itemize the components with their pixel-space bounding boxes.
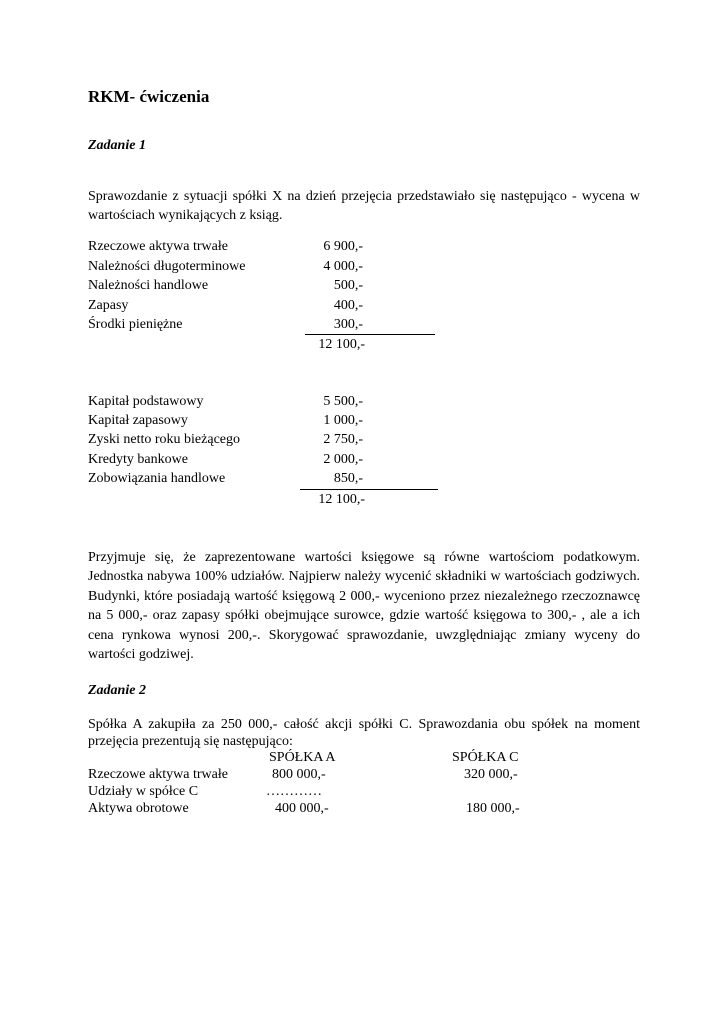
column-header-a: SPÓŁKA A [269,750,336,765]
assets-total: 12 100,- [318,337,365,352]
task1-intro: Sprawozdanie z sytuacji spółki X na dzień przejęcia przedstawiało się następująco - wycena w wartościach wynikających z ksiąg. [88,189,640,224]
task1-heading: Zadanie 1 [88,138,146,153]
page-title: RKM- ćwiczenia [88,87,210,106]
row-value-c: 320 000,- [464,767,518,782]
liability-label: Kapitał podstawowy [88,394,204,409]
task2-intro: Spółka A zakupiła za 250 000,- całość akcji spółki C. Sprawozdania obu spółek na moment przejęcia prezentują się następująco: [88,717,640,749]
asset-label: Należności handlowe [88,278,209,293]
row-label: Rzeczowe aktywa trwałe [88,767,228,782]
task2-heading: Zadanie 2 [88,683,146,698]
asset-label: Należności długoterminowe [88,259,246,274]
row-value-c: 180 000,- [466,801,520,816]
liabilities-total: 12 100,- [318,492,365,507]
row-label: Udziały w spółce C [88,784,199,799]
liability-value: 2 750,- [323,432,363,447]
liability-value: 2 000,- [323,452,363,467]
row-value-a: 800 000,- [272,767,326,782]
row-value-a: ………… [266,784,322,799]
asset-value: 300,- [333,317,363,332]
liability-label: Zobowiązania handlowe [88,471,226,486]
asset-value: 400,- [333,298,363,313]
column-header-c: SPÓŁKA C [452,750,519,765]
task1-description: Przyjmuje się, że zaprezentowane wartości księgowe są równe wartościom podatkowym. Jednostka nabywa 100% udziałów. Najpierw należy wycenić składniki w wartościach godziwych. Budynki, które posiadają wartość księgową 2 000,- wyceniono przez niezależnego rzeczoznawcę na 5 000,- oraz zapasy spółki obejmujące surowce, gdzie wartość księgowa to 300,- , ale a ich cena rynkowa wynosi 200,-. Skorygować sprawozdanie, uwzględniając zmiany wyceny do wartości godziwej. [88,550,640,663]
liability-value: 1 000,- [323,413,363,428]
asset-value: 500,- [333,278,363,293]
liability-label: Zyski netto roku bieżącego [88,432,241,447]
asset-label: Rzeczowe aktywa trwałe [88,239,228,254]
liability-value: 850,- [333,471,363,486]
asset-value: 6 900,- [323,239,363,254]
asset-value: 4 000,- [323,259,363,274]
row-value-a: 400 000,- [275,801,329,816]
liability-label: Kredyty bankowe [88,452,188,467]
asset-label: Zapasy [88,298,129,313]
liability-label: Kapitał zapasowy [88,413,188,428]
asset-label: Środki pieniężne [88,317,183,332]
row-label: Aktywa obrotowe [88,801,189,816]
liability-value: 5 500,- [323,394,363,409]
